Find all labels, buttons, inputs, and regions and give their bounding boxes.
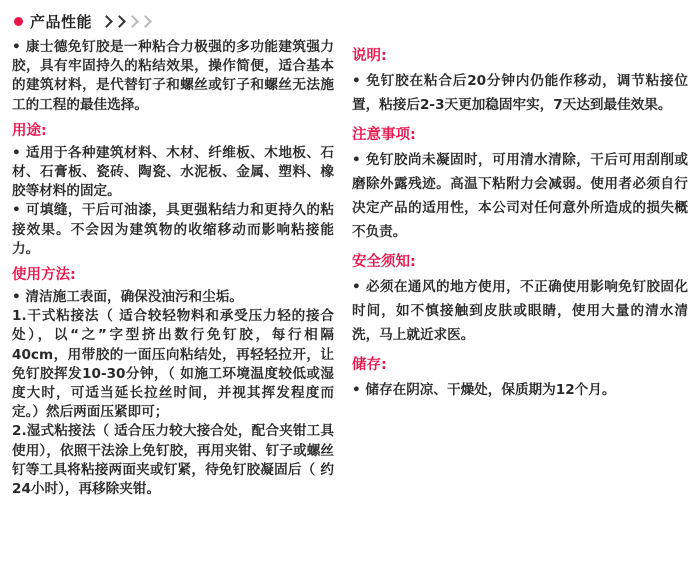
chevron-right-icon (102, 17, 154, 26)
method-item: • 清洁施工表面，确保没油污和尘垢。 (12, 289, 243, 306)
notes-text: • 免钉胶在粘合后20分钟内仍能作移动，调节粘接位置，粘接后2-3天更加稳固牢实，7天达到最佳效果。 (352, 73, 688, 113)
method-item: 2.湿式粘接法（ 适合压力较大接合处，配合夹钳工具使用），依照干法涂上免钉胶，再用夹钳、钉子或螺丝钉等工具将粘接两面夹或钉紧，待免钉胶凝固后（ 约24小时），再移除夹钳。 (12, 423, 334, 498)
section-header (14, 10, 154, 32)
safety-text: • 必须在通风的地方使用，不正确使用影响免钉胶固化时间，如不慎接触到皮肤或眼睛，使用大量的清水清洗，马上就近求医。 (352, 279, 688, 343)
notes-title: 说明: (352, 48, 387, 64)
usage-title: 用途: (12, 122, 47, 139)
storage-title: 储存: (352, 357, 387, 373)
usage-item: • 可填缝，干后可油漆，具更强粘结力和更持久的粘接效果。不会因为建筑物的收缩移动而影响粘接能力。 (12, 202, 334, 257)
left-column (12, 38, 334, 499)
right-column (352, 38, 688, 402)
safety-title: 安全须知: (352, 254, 416, 270)
usage-item: • 适用于各种建筑材料、木材、纤维板、木地板、石材、石膏板、瓷砖、陶瓷、水泥板、金属、塑料、橡胶等材料的固定。 (12, 144, 334, 200)
method-item: 1.干式粘接法（ 适合较轻物料和承受压力轻的接合处），以“之”字型挤出数行免钉胶，每行相隔40cm，用带胶的一面压向粘结处，再轻轻拉开，让免钉胶挥发10-30分钟，（ 如施工环境温度较低或湿度大时，可适当延长拉丝时间，并视其挥发程度而定。）然后两面压紧即可； (12, 308, 334, 421)
caution-text: • 免钉胶尚未凝固时，可用清水清除，干后可用刮削或磨除外露残迹。高温下粘附力会减弱。使用者必须自行决定产品的适用性，本公司对任何意外所造成的损失概不负责。 (352, 152, 688, 240)
storage-text: • 储存在阴凉、干燥处，保质期为12个月。 (352, 382, 616, 398)
header-title: 产品性能 (30, 12, 93, 31)
caution-title: 注意事项: (352, 127, 416, 143)
bullet-dot-icon (14, 17, 23, 26)
method-title: 使用方法: (12, 267, 76, 284)
intro-paragraph: • 康士德免钉胶是一种粘合力极强的多功能建筑强力胶，具有牢固持久的粘结效果，操作简便，适合基本的建筑材料，是代替钉子和螺丝或钉子和螺丝无法施工的工程的最佳选择。 (12, 39, 334, 113)
